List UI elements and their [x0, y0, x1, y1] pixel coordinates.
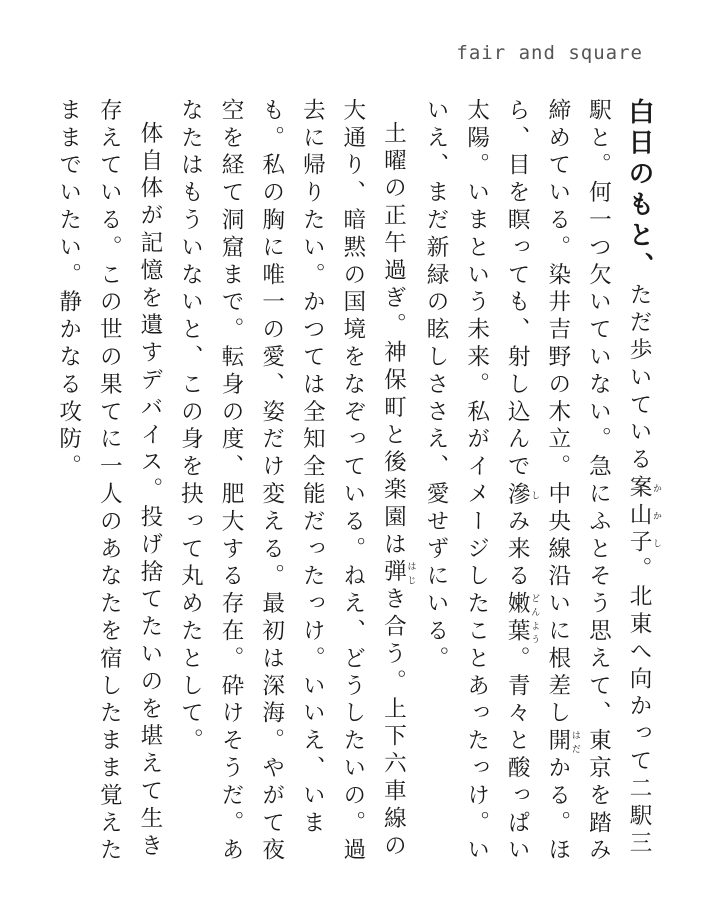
- ruby-haji: [380, 559, 416, 587]
- ruby-base: 弾: [380, 559, 407, 587]
- ruby-hada: [544, 728, 580, 756]
- paragraph-1: [415, 98, 661, 878]
- ruby-shi: [504, 481, 540, 510]
- ruby-reading: どんよう: [529, 591, 540, 647]
- text-run: ただ歩いている: [626, 282, 652, 475]
- text-run: き合う。上下六車線の大通り、暗黙の国境をなぞっている。ねえ、どうしたいの。過去に帰りたい。かつては全知全能だったっけ。いいえ、いまも。私の胸に唯一の愛、姿だけ変える。最初は深海。やがて夜空を経て洞窟まで。転身の度、肥大する存在。砕けそうだ。あなたはもういないと、この身を抉って丸めたとして。: [177, 98, 407, 866]
- text-run: かる。ほら、目を瞑っても、射し込んで: [504, 98, 571, 866]
- ruby-kakashi: [626, 474, 661, 557]
- story-title: fair and square: [456, 42, 643, 64]
- ruby-donyou: [504, 591, 540, 647]
- ruby-base: 案山子: [626, 474, 652, 557]
- ruby-reading: はだ: [569, 728, 580, 756]
- ruby-reading: し: [529, 481, 540, 510]
- text-run: 体自体が記憶を遺すデバイス。投げ捨てたいのを堪えて生き存えている。この世の果てに一人のあなたを宿したまま覚えたままでいたい。静かなる攻防。: [55, 98, 163, 866]
- ruby-reading: かかし: [651, 474, 661, 557]
- ruby-base: 滲: [504, 481, 531, 510]
- ruby-base: 嫩葉: [504, 591, 531, 647]
- paragraph-2: [170, 98, 416, 878]
- paragraph-3: [48, 98, 170, 878]
- text-run: 。北東へ向かって二駅三駅と。何一つ欠いていない。急にふとそう思えて、東京を踏み締めている。染井吉野の木立。中央線沿いに根差し: [544, 98, 652, 866]
- lead-phrase: 白日のもと、: [624, 98, 654, 283]
- text-run: 。青々と酸っぱい太陽。いまという未来。私がイメージしたことあったっけ。いいえ、まだ新緑の眩しささえ、愛せずにいる。: [423, 98, 531, 866]
- story-body: [48, 98, 661, 878]
- ruby-base: 開: [544, 728, 571, 756]
- ruby-reading: はじ: [405, 559, 416, 587]
- text-run: み来る: [504, 509, 531, 592]
- text-run: 土曜の正午過ぎ。神保町と後楽園は: [380, 120, 407, 559]
